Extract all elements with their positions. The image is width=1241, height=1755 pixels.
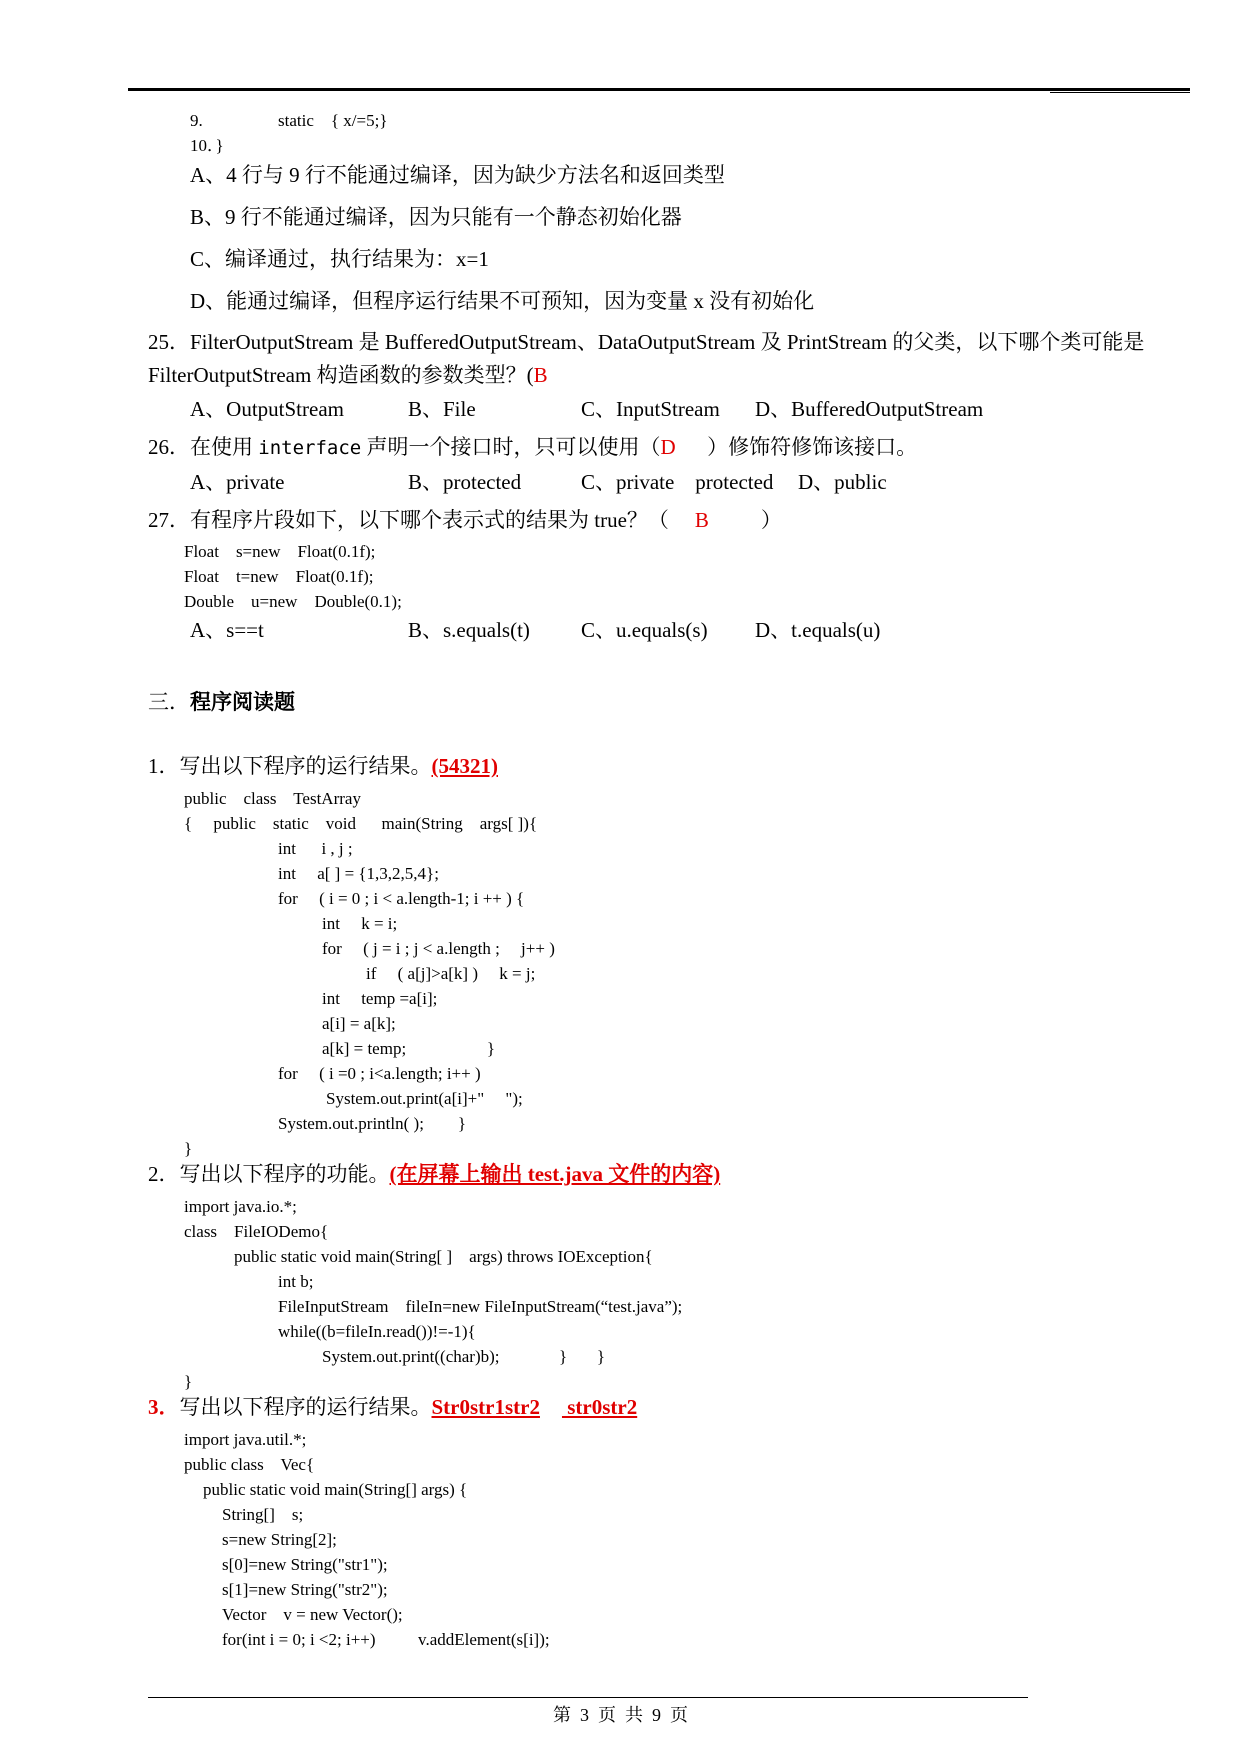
p3-number: 3．: [148, 1395, 180, 1419]
p1-code-line: for ( j = i ; j < a.length ; j++ ): [322, 939, 555, 958]
p3-code-line: Vector v = new Vector();: [222, 1605, 403, 1624]
p3-code-line: s[1]=new String("str2");: [222, 1580, 388, 1599]
p1-code-line: int k = i;: [322, 914, 398, 933]
p1-code-line: int i , j ;: [278, 839, 353, 858]
p3-code-line: s=new String[2];: [222, 1530, 337, 1549]
p1-code-line: a[k] = temp; }: [322, 1039, 496, 1058]
p1-code-line: a[i] = a[k];: [322, 1014, 396, 1033]
q26-keyword: interface: [258, 437, 362, 459]
p3-answer-1: Str0str1str2: [431, 1395, 540, 1419]
q26-answer: D: [660, 435, 676, 459]
p1-code-line: int a[ ] = {1,3,2,5,4};: [278, 864, 439, 883]
p1-code-line: int temp =a[i];: [322, 989, 438, 1008]
p1-question: 1．写出以下程序的运行结果。(54321): [148, 754, 498, 778]
p3-code-line: public class Vec{: [184, 1455, 315, 1474]
q27-question: 27．有程序片段如下，以下哪个表示式的结果为 true？（ B ）: [148, 508, 782, 532]
q24-option-a: A、4 行与 9 行不能通过编译，因为缺少方法名和返回类型: [190, 163, 725, 187]
q27-code-line: Float s=new Float(0.1f);: [184, 542, 376, 561]
q27-code-line: Float t=new Float(0.1f);: [184, 567, 374, 586]
p3-answer-2: str0str2: [561, 1395, 638, 1419]
p2-code-line: FileInputStream fileIn=new FileInputStream(“test.java”);: [278, 1297, 683, 1316]
p1-answer: (54321): [431, 754, 498, 778]
p1-code-line: public class TestArray: [184, 789, 361, 808]
page-number: 第 3 页 共 9 页: [553, 1705, 688, 1725]
q26-option-c: C、private protected: [581, 470, 774, 494]
q27-option-c: C、u.equals(s): [581, 618, 708, 642]
p1-code-line: { public static void main(String args[ ]){: [184, 814, 538, 833]
p2-code-line: class FileIODemo{: [184, 1222, 329, 1241]
code-line-9: static { x/=5;}: [278, 111, 388, 130]
p3-code-line: String[] s;: [222, 1505, 304, 1524]
p3-question: 3．写出以下程序的运行结果。Str0str1str2 str0str2: [148, 1395, 638, 1419]
q25-option-d: D、BufferedOutputStream: [755, 397, 984, 421]
header-rule: [128, 88, 1190, 91]
code-line-10: 10．}: [190, 136, 224, 155]
q27-code-line: Double u=new Double(0.1);: [184, 592, 402, 611]
q24-option-c: C、编译通过，执行结果为：x=1: [190, 247, 489, 271]
q26-option-a: A、private: [190, 470, 285, 494]
q26-option-d: D、public: [798, 470, 887, 494]
section-number: 三．: [148, 690, 190, 714]
q25-question-line1: 25．FilterOutputStream 是 BufferedOutputStream、DataOutputStream 及 PrintStream 的父类，以下哪个类可能是: [148, 330, 1145, 354]
q27-answer: B: [694, 508, 709, 532]
header-rule-extension: [1050, 92, 1190, 93]
p1-code-line: for ( i =0 ; i<a.length; i++ ): [278, 1064, 481, 1083]
q25-option-a: A、OutputStream: [190, 397, 344, 421]
q27-option-a: A、s==t: [190, 618, 264, 642]
q24-option-b: B、9 行不能通过编译，因为只能有一个静态初始化器: [190, 205, 682, 229]
q25-option-c: C、InputStream: [581, 397, 720, 421]
q26-question: 26．在使用 interface 声明一个接口时，只可以使用（D ）修饰符修饰该接口。: [148, 435, 918, 459]
p2-code-line: import java.io.*;: [184, 1197, 297, 1216]
p2-code-line: System.out.print((char)b); } }: [322, 1347, 606, 1366]
p1-code-line: System.out.print(a[i]+" ");: [326, 1089, 523, 1108]
p1-code-line: for ( i = 0 ; i < a.length-1; i ++ ) {: [278, 889, 525, 908]
footer-rule: [148, 1697, 1028, 1698]
p2-code-line: }: [184, 1372, 193, 1391]
p3-code-line: import java.util.*;: [184, 1430, 307, 1449]
p2-code-line: while((b=fileIn.read())!=-1){: [278, 1322, 476, 1341]
p2-question: 2．写出以下程序的功能。(在屏幕上输出 test.java 文件的内容): [148, 1162, 721, 1186]
q27-option-b: B、s.equals(t): [408, 618, 530, 642]
p3-code-line: s[0]=new String("str1");: [222, 1555, 388, 1574]
p3-code-line: for(int i = 0; i <2; i++) v.addElement(s[i]);: [222, 1630, 550, 1649]
code-line-9-number: 9.: [190, 111, 203, 130]
section-title: 程序阅读题: [190, 690, 295, 714]
p2-code-line: public static void main(String[ ] args) throws IOException{: [234, 1247, 653, 1266]
q26-option-b: B、protected: [408, 470, 522, 494]
p1-code-line: System.out.println( ); }: [278, 1114, 467, 1133]
p1-code-line: if ( a[j]>a[k] ) k = j;: [366, 964, 536, 983]
section-heading: [148, 692, 295, 713]
q25-question-line2: FilterOutputStream 构造函数的参数类型？(B: [148, 363, 548, 387]
q25-answer: B: [533, 363, 548, 387]
q25-option-b: B、File: [408, 397, 476, 421]
p2-code-line: int b;: [278, 1272, 314, 1291]
q24-option-d: D、能通过编译，但程序运行结果不可预知，因为变量 x 没有初始化: [190, 289, 815, 313]
q27-option-d: D、t.equals(u): [755, 618, 881, 642]
p2-answer: (在屏幕上输出 test.java 文件的内容): [389, 1162, 721, 1186]
p1-code-line: }: [184, 1139, 193, 1158]
p3-code-line: public static void main(String[] args) {: [203, 1480, 468, 1499]
